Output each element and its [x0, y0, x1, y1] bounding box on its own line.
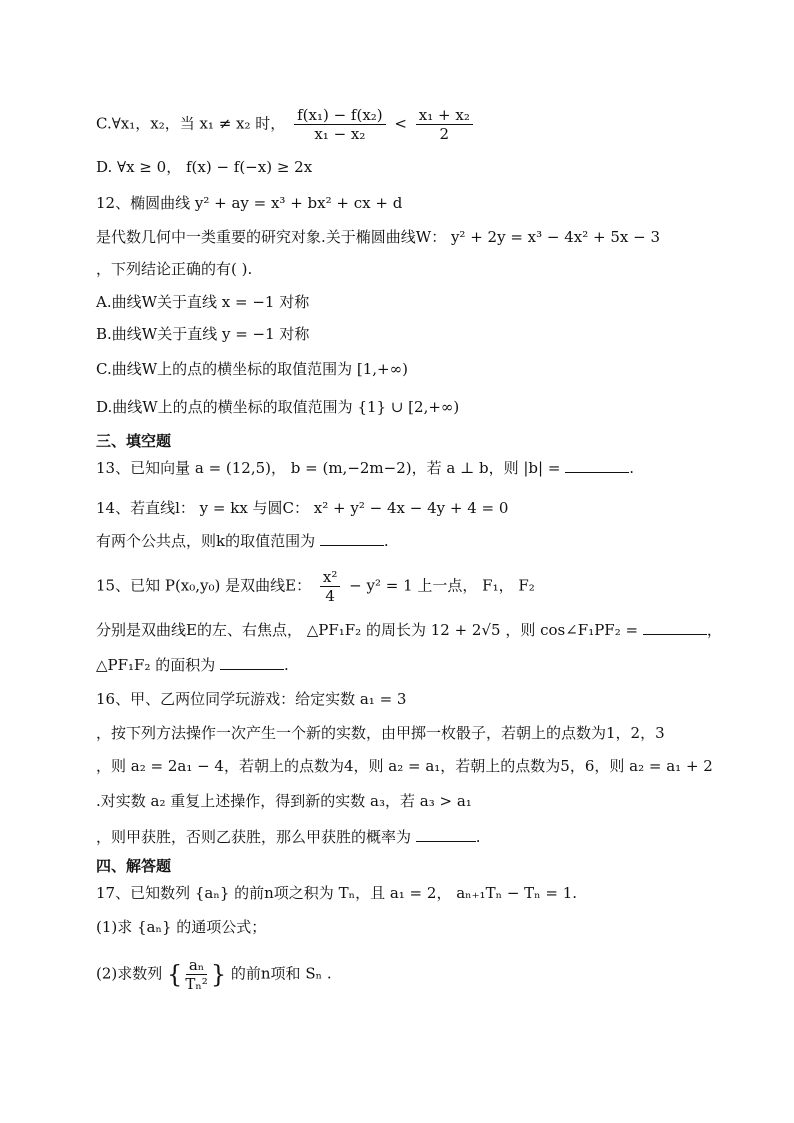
q15-post: − y² = 1 上一点， F₁， F₂: [349, 576, 535, 595]
q11-c-frac-den: x₁ − x₂: [314, 125, 366, 143]
q15-pre: 15、已知 P(x₀,y₀) 是双曲线E：: [96, 576, 312, 595]
q11-c-fraction: [294, 106, 386, 143]
q12-line2: 是代数几何中一类重要的研究对象.关于椭圆曲线W： y² + 2y = x³ − 4x² + 5x − 3: [96, 228, 661, 246]
q14-answer-blank[interactable]: [320, 545, 384, 546]
q17-frac-num: aₙ: [186, 956, 207, 975]
q13-answer-blank[interactable]: [565, 472, 629, 473]
q15-line2-text: 分别是双曲线E的左、右焦点， △PF₁F₂ 的周长为 12 + 2√5 ，则 cos∠F₁PF₂ =: [96, 621, 639, 639]
q15-line2-end: ，: [706, 621, 722, 639]
q15-line3-end: .: [284, 656, 289, 674]
q16-line5-text: ，则甲获胜，否则乙获胜，那么甲获胜的概率为: [96, 828, 412, 846]
section-fill-in-heading: 三、填空题: [96, 432, 172, 450]
q11-c-lt: <: [394, 114, 407, 133]
q14-text: 有两个公共点，则k的取值范围为: [96, 532, 316, 550]
q12-option-d: D.曲线W上的点的横坐标的取值范围为 {1} ∪ [2,+∞): [96, 398, 460, 416]
q11-option-d: D. ∀x ≥ 0， f(x) − f(−x) ≥ 2x: [96, 158, 313, 176]
q17-part2: [96, 956, 332, 993]
q16-line1: 16、甲、乙两位同学玩游戏：给定实数 a₁ = 3: [96, 690, 407, 708]
q16-line4: .对实数 a₂ 重复上述操作，得到新的实数 a₃，若 a₃ > a₁: [96, 792, 472, 810]
q15-fraction: [320, 568, 340, 605]
q17-line1: 17、已知数列 {aₙ} 的前n项之积为 Tₙ，且 a₁ = 2， aₙ₊₁Tₙ − Tₙ = 1.: [96, 884, 578, 902]
q16-line2: ，按下列方法操作一次产生一个新的实数，由甲掷一枚骰子，若朝上的点数为1，2，3: [96, 724, 665, 742]
q13-text: 13、已知向量 a = (12,5)， b = (m,−2m−2)，若 a ⊥ b，则 |b| =: [96, 459, 561, 477]
q16-answer-blank[interactable]: [416, 841, 476, 842]
q17-part2-pre: (2)求数列: [96, 964, 163, 983]
q11-option-c: [96, 106, 477, 143]
q17-left-brace: {: [167, 960, 183, 989]
q12-option-a: A.曲线W关于直线 x = −1 对称: [96, 293, 310, 311]
q16-line3: ，则 a₂ = 2a₁ − 4，若朝上的点数为4，则 a₂ = a₁，若朝上的点数为5，6，则 a₂ = a₁ + 2: [96, 757, 713, 775]
q15-frac-den: 4: [325, 587, 335, 605]
q14-line1: 14、若直线l： y = kx 与圆C： x² + y² − 4x − 4y + 4 = 0: [96, 499, 509, 517]
q13-line: [96, 457, 634, 479]
q15-frac-num: x²: [320, 568, 340, 587]
q14-line2: [96, 530, 389, 552]
section-answer-heading: 四、解答题: [96, 857, 172, 875]
q13-end: .: [629, 459, 634, 477]
q12-line3: ，下列结论正确的有( ).: [96, 260, 253, 278]
q15-line3: [96, 654, 289, 676]
q12-option-b: B.曲线W关于直线 y = −1 对称: [96, 325, 310, 343]
q16-line5: [96, 826, 481, 848]
q17-fraction: [182, 956, 211, 993]
q17-part2-post: 的前n项和 Sₙ .: [230, 964, 332, 983]
q15-line2: [96, 619, 722, 641]
q14-end: .: [383, 532, 389, 550]
q17-frac-den: Tₙ²: [185, 975, 208, 993]
q11-c-text: C.∀x₁，x₂，当 x₁ ≠ x₂ 时，: [96, 114, 286, 133]
q11-c-fraction2: [416, 106, 473, 143]
q12-option-c: C.曲线W上的点的横坐标的取值范围为 [1,+∞): [96, 360, 408, 378]
q11-c-frac-num: f(x₁) − f(x₂): [294, 106, 386, 125]
q15-area-answer-blank[interactable]: [220, 669, 284, 670]
q15-line1: [96, 568, 535, 605]
q11-c-frac2-num: x₁ + x₂: [416, 106, 473, 125]
q16-line5-end: .: [475, 828, 481, 846]
q15-cos-answer-blank[interactable]: [643, 634, 707, 635]
q11-c-frac2-den: 2: [439, 125, 450, 143]
q17-right-brace: }: [210, 960, 227, 989]
q12-line1: 12、椭圆曲线 y² + ay = x³ + bx² + cx + d: [96, 194, 403, 212]
q15-line3-text: △PF₁F₂ 的面积为: [96, 656, 216, 674]
q17-part1: (1)求 {aₙ} 的通项公式；: [96, 918, 267, 936]
